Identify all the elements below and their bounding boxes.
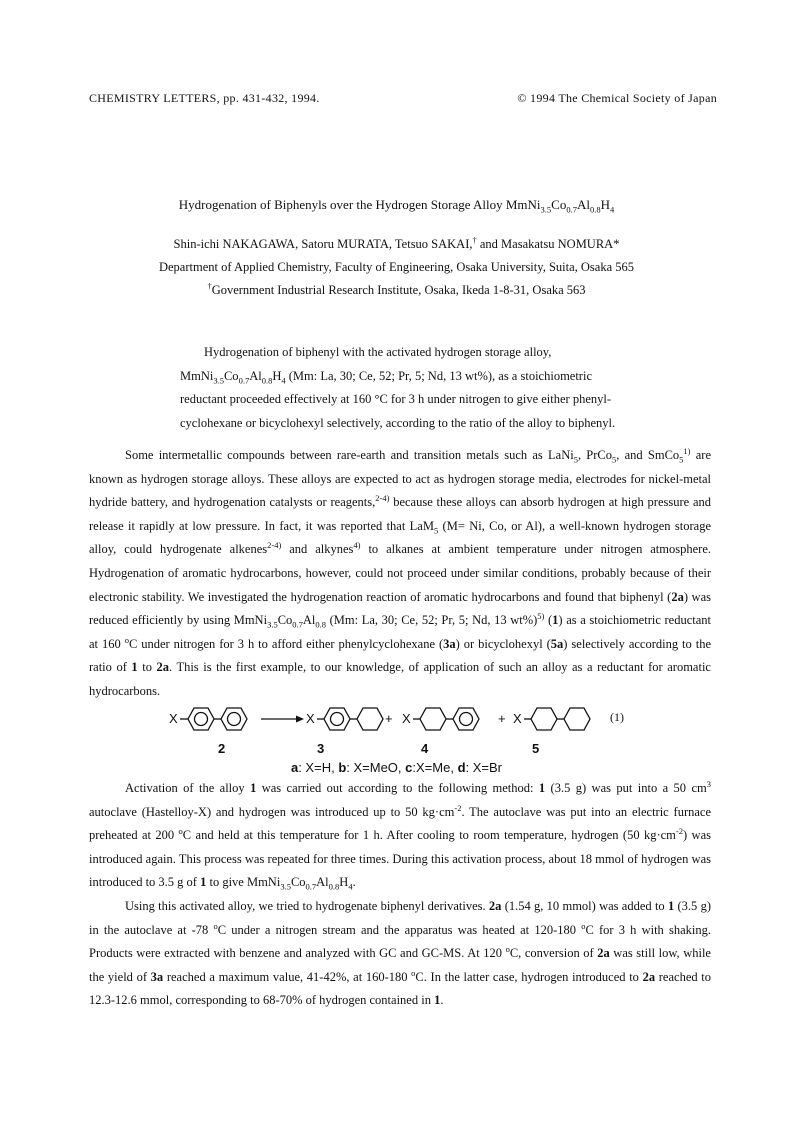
benzene-ring xyxy=(324,708,350,730)
abstract: Hydrogenation of biphenyl with the activated hydrogen storage alloy, $MmNi_{3.5}Co_{0.7}Al_{0.8}H_4$ (Mm: La, 30; Ce, 52; Pr, 5; Nd, 13 wt%), as a stoichiometric reductant proceeded effectively at 160 °C for 3 h under nitrogen to give either phenyl- cyclohexane or bicyclohexyl selectively, according to the ratio of the alloy to biphenyl. xyxy=(180,345,616,430)
journal-citation: CHEMISTRY LETTERS, pp. 431-432, 1994. xyxy=(89,91,320,105)
equation-number: (1) xyxy=(610,710,624,724)
substituent-legend: a: X=H, b: X=MeO, c:X=Me, d: X=Br xyxy=(290,760,503,775)
paper-title: Hydrogenation of Biphenyls over the Hydrogen Storage Alloy $MmNi_{3.5}Co_{0.7}Al_{0.8}H_4$ xyxy=(178,197,615,215)
benzene-ring xyxy=(221,708,247,730)
plus-sign-2: + xyxy=(498,711,506,726)
substituent-x-5: X xyxy=(513,711,522,726)
cyclohexane-ring xyxy=(420,708,446,730)
intro-paragraph: Some intermetallic compounds between rare-earth and transition metals such as LaNi$_5$, PrCo$_5$, and SmCo$_5^{1)}$ are known as hydrogen storage alloys. These alloys are expected to act as hydrogen storage media, electrodes for nickel-metal hydride battery, and hydrogenation catalysts or reagents,$^{2-4)}$ because these alloys can absorb hydrogen at high pressure and release it rapidly at low pressure. In fact, it was reported that LaM$_5$ (M= Ni, Co, or Al), a well-known hydrogen storage alloy, could hydrogenate alkenes$^{2-4)}$ and alkynes$^{4)}$ to alkanes at ambient temperature under nitrogen atmosphere. Hydrogenation of aromatic hydrocarbons, however, could not proceed under similar conditions, probably because of their electronic stability. We investigated the hydrogenation reaction of aromatic hydrocarbons and found that biphenyl (2a) was reduced efficiently by using $MmNi_{3.5}Co_{0.7}Al_{0.8}$ (Mm: La, 30; Ce, 52; Pr, 5; Nd, 13 wt%)$^{5)}$ (1) as a stoichiometric reductant at 160 $^o$C under nitrogen for 3 h to afford either phenylcyclohexane (3a) or bicyclohexyl (5a) selectively according to the ratio of 1 to 2a. This is the first example, to our knowledge, of application of such an alloy as a reductant for aromatic hydrocarbons. xyxy=(89,445,712,698)
affiliation-1: Department of Applied Chemistry, Faculty of Engineering, Osaka University, Suita, Osaka 565 xyxy=(158,260,635,274)
activation-paragraph: Activation of the alloy 1 was carried out according to the following method: 1 (3.5 g) was put into a 50 $cm^3$ autoclave (Hastelloy-X) and hydrogen was introduced up to 50 $kg\cdot cm^{-2}$. The autoclave was put into an electric furnace preheated at 200 $^o$C and held at this temperature for 1 h. After cooling to room temperature, hydrogen (50 $kg\cdot cm^{-2}$) was introduced again. This process was repeated for three times. During this activation process, about 18 mmol of hydrogen was introduced to 3.5 g of 1 to give $MmNi_{3.5}Co_{0.7}Al_{0.8}H_4$. Using this activated alloy, we tried to hydrogenate biphenyl derivatives. 2a (1.54 g, 10 mmol) was added to 1 (3.5 g) in the autoclave at -78 $^o$C under a nitrogen stream and the apparatus was heated at 120-180 $^o$C for 3 h with shaking. Products were extracted with benzene and analyzed with GC and GC-MS. At 120 $^o$C, conversion of 2a was still low, while the yield of 3a reached a maximum value, 41-42%, at 160-180 $^o$C. In the latter case, hydrogen introduced to 2a reached to 12.3-12.6 mmol, corresponding to 68-70% of hydrogen contained in 1. xyxy=(89,778,712,1008)
benzene-ring xyxy=(453,708,479,730)
author-list: Shin-ichi NAKAGAWA, Satoru MURATA, Tetsuo SAKAI,† and Masakatsu NOMURA* xyxy=(173,234,620,251)
copyright-notice: © 1994 The Chemical Society of Japan xyxy=(517,91,717,105)
cyclohexane-ring xyxy=(357,708,383,730)
compound-number-3: 3 xyxy=(317,741,325,756)
affiliation-2: †Government Industrial Research Institute, Osaka, Ikeda 1-8-31, Osaka 563 xyxy=(207,280,586,297)
cyclohexane-ring xyxy=(564,708,590,730)
compound-number-2: 2 xyxy=(218,741,226,756)
benzene-ring xyxy=(188,708,214,730)
substituent-x-4: X xyxy=(402,711,411,726)
substituent-x-3: X xyxy=(306,711,315,726)
cyclohexane-ring xyxy=(531,708,557,730)
compound-number-4: 4 xyxy=(421,741,429,756)
substituent-x-2: X xyxy=(169,711,178,726)
compound-number-5: 5 xyxy=(532,741,540,756)
plus-sign-1: + xyxy=(385,711,393,726)
